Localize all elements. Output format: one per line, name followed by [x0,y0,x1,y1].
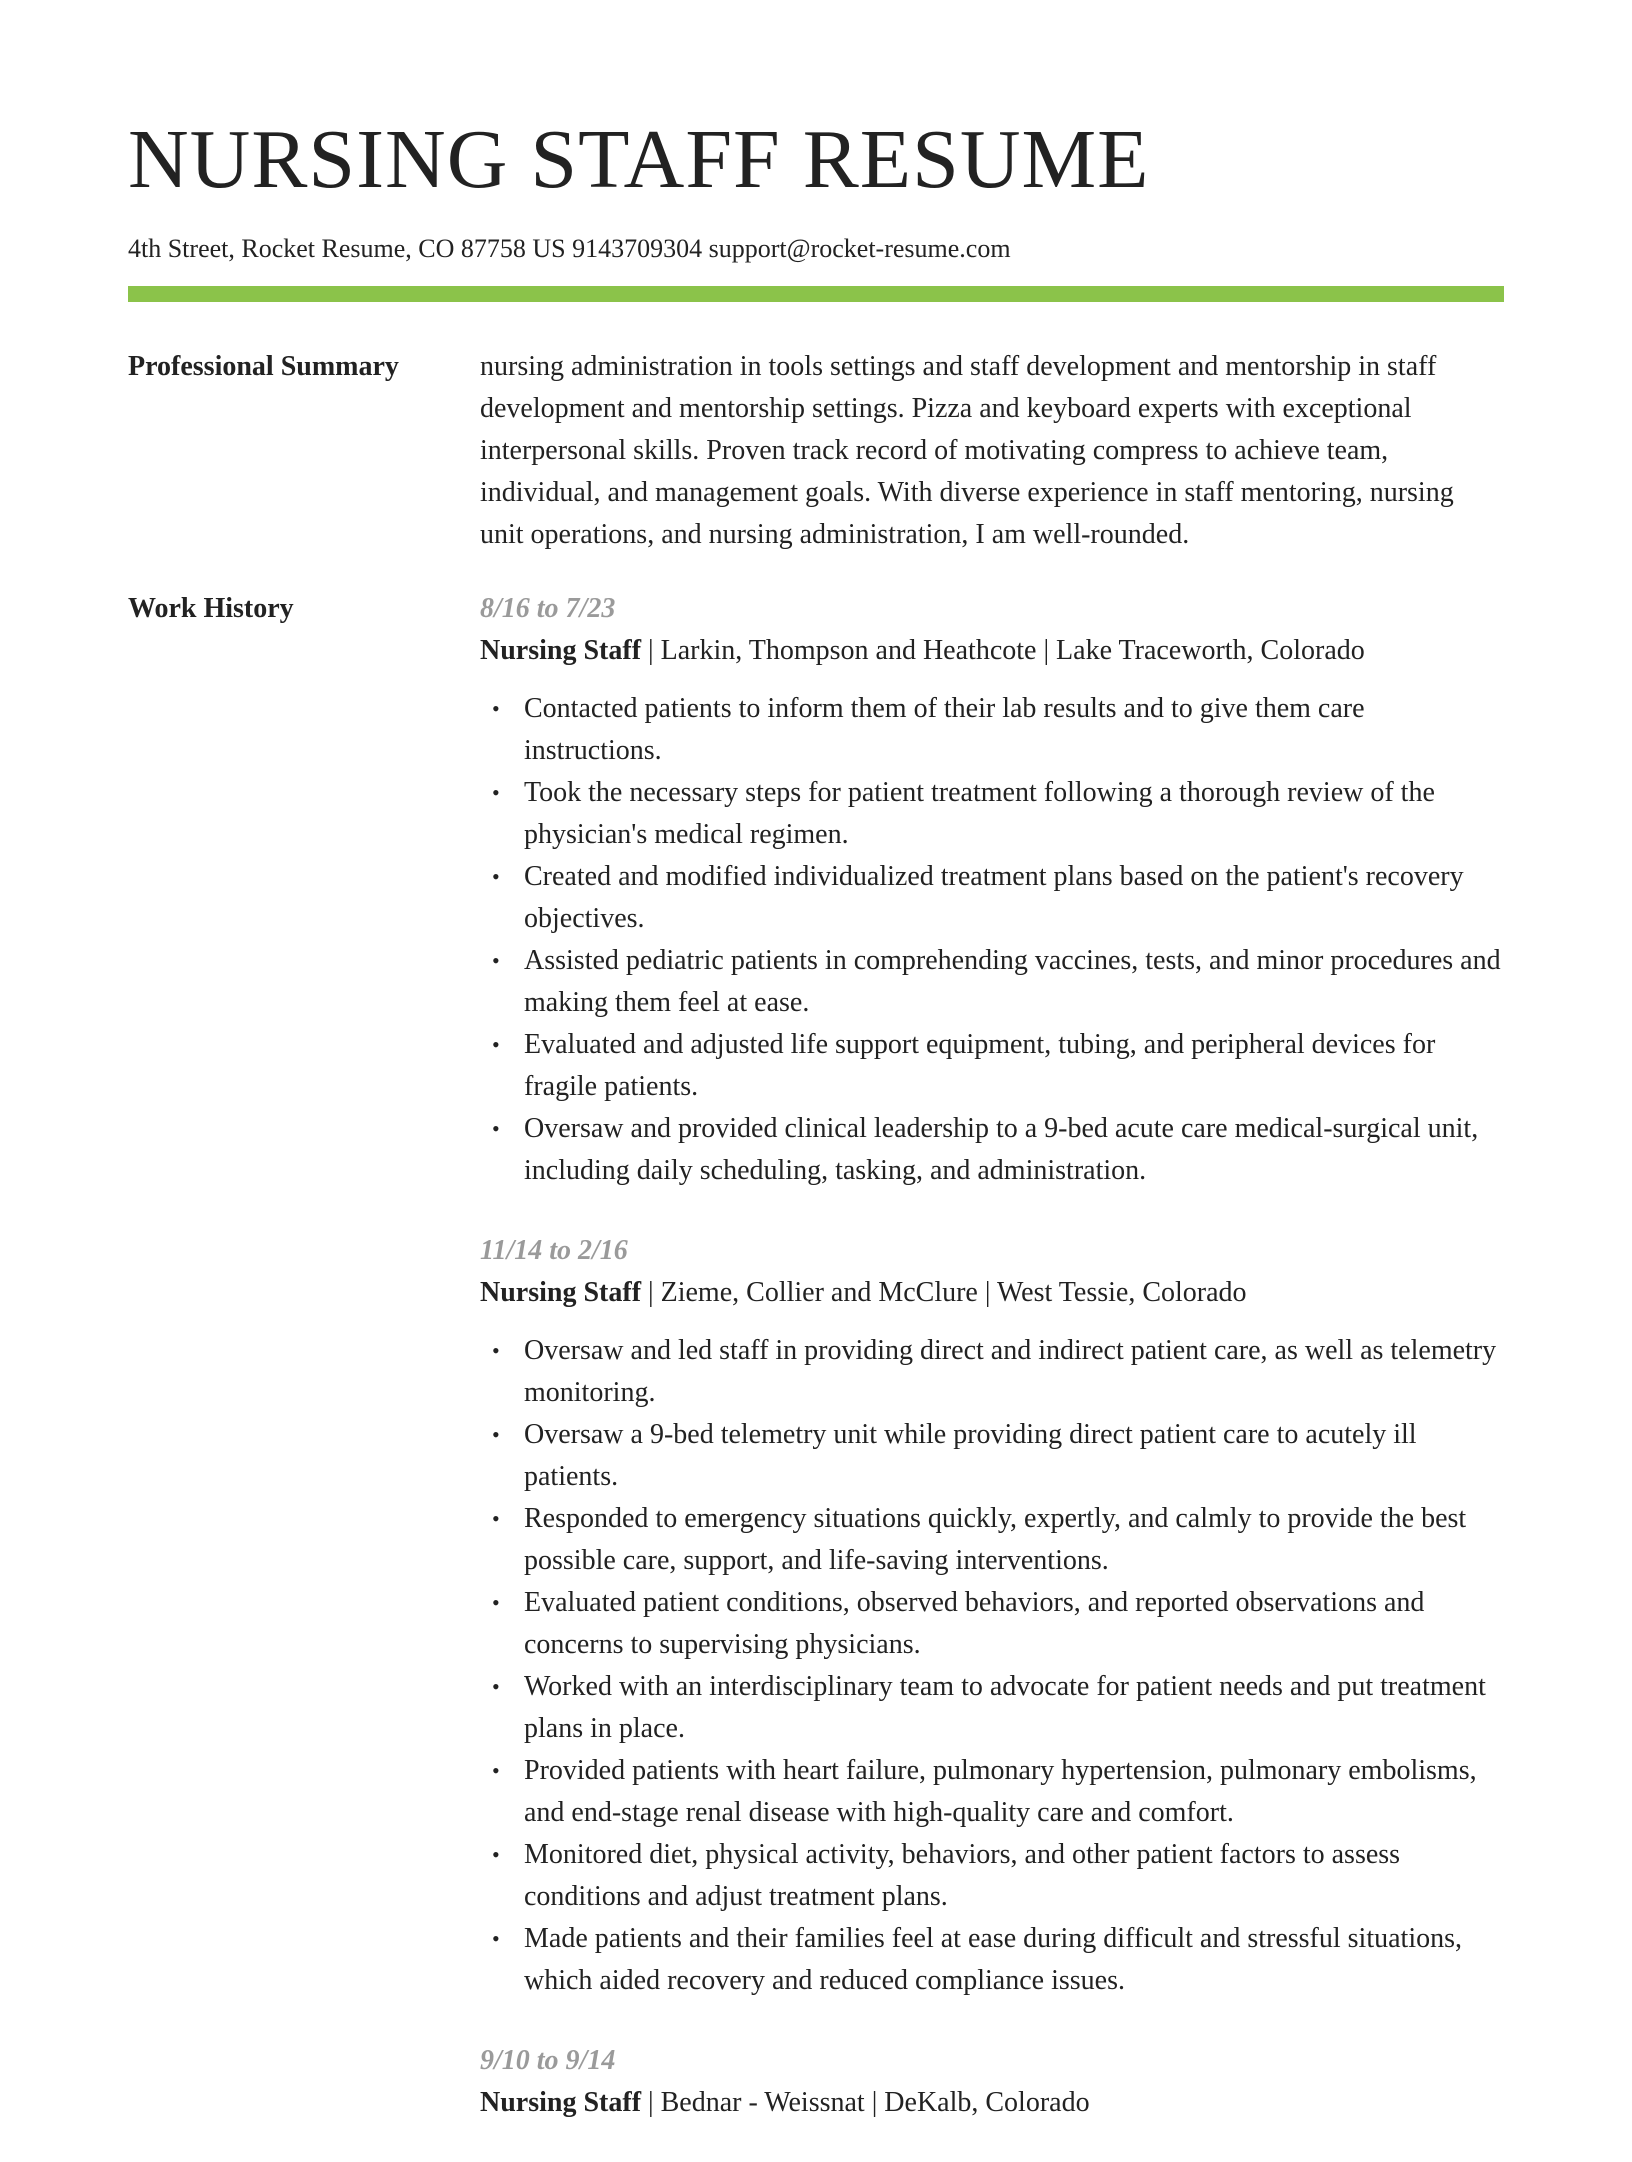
list-item [492,1414,1504,1498]
summary-heading: Professional Summary [128,351,399,382]
bullet-dot-icon: • [492,1842,500,1867]
bullet-dot-icon: • [492,1506,500,1531]
work-history-heading: Work History [128,593,294,624]
list-item [492,1024,1504,1108]
bullet-dot-icon: • [492,1338,500,1363]
list-item [492,772,1504,856]
bullet-text: Evaluated and adjusted life support equipment, tubing, and peripheral devices for fragile patients. [524,1029,1436,1102]
job-dates: 9/10 to 9/14 [480,2045,616,2076]
job-dates: 8/16 to 7/23 [480,593,616,624]
list-item [492,688,1504,772]
accent-divider [128,286,1504,302]
bullet-dot-icon: • [492,1758,500,1783]
bullet-text: Oversaw and provided clinical leadership to a 9-bed acute care medical-surgical unit, including daily scheduling, tasking, and administration. [524,1113,1479,1186]
job-heading [480,1272,1504,1314]
bullet-text: Evaluated patient conditions, observed behaviors, and reported observations and concerns to supervising physicians. [524,1587,1425,1660]
bullet-text: Assisted pediatric patients in comprehending vaccines, tests, and minor procedures and making them feel at ease. [524,945,1501,1018]
job-entry [480,2040,1504,2124]
list-item [492,1918,1504,2002]
job-employer-location: | Zieme, Collier and McClure | West Tessie, Colorado [648,1277,1247,1308]
job-role: Nursing Staff [480,635,642,666]
list-item [492,1666,1504,1750]
job-role: Nursing Staff [480,2087,642,2118]
job-employer-location: | Bednar - Weissnat | DeKalb, Colorado [648,2087,1090,2118]
list-item [492,1582,1504,1666]
bullet-dot-icon: • [492,780,500,805]
resume-title: NURSING STAFF RESUME [128,113,1150,206]
bullet-dot-icon: • [492,696,500,721]
bullet-text: Worked with an interdisciplinary team to advocate for patient needs and put treatment plans in place. [524,1671,1486,1744]
job-bullet-list [480,1330,1504,2002]
summary-text: nursing administration in tools settings and staff development and mentorship in staff development and mentorship settings. Pizza and keyboard experts with exceptional interpersonal skills. Proven track record of motivating compress to achieve team, individual, and management goals. With diverse experience in staff mentoring, nursing unit operations, and nursing administration, I am well-rounded. [480,351,1454,550]
list-item [492,1498,1504,1582]
bullet-text: Took the necessary steps for patient treatment following a thorough review of the physician's medical regimen. [524,777,1435,850]
job-entry [480,588,1504,1192]
job-bullet-list [480,688,1504,1192]
list-item [492,1330,1504,1414]
bullet-dot-icon: • [492,1032,500,1057]
job-heading [480,630,1504,672]
bullet-dot-icon: • [492,1674,500,1699]
bullet-text: Made patients and their families feel at ease during difficult and stressful situations, which aided recovery and reduced compliance issues. [524,1923,1462,1996]
bullet-dot-icon: • [492,948,500,973]
bullet-text: Oversaw and led staff in providing direct and indirect patient care, as well as telemetry monitoring. [524,1335,1497,1408]
bullet-dot-icon: • [492,864,500,889]
bullet-text: Created and modified individualized treatment plans based on the patient's recovery objectives. [524,861,1464,934]
contact-line: 4th Street, Rocket Resume, CO 87758 US 9143709304 support@rocket-resume.com [128,234,1011,263]
job-role: Nursing Staff [480,1277,642,1308]
list-item [492,856,1504,940]
bullet-dot-icon: • [492,1926,500,1951]
bullet-text: Responded to emergency situations quickly, expertly, and calmly to provide the best possible care, support, and life-saving interventions. [524,1503,1467,1576]
bullet-text: Provided patients with heart failure, pulmonary hypertension, pulmonary embolisms, and end-stage renal disease with high-quality care and comfort. [524,1755,1477,1828]
bullet-text: Oversaw a 9-bed telemetry unit while providing direct patient care to acutely ill patients. [524,1419,1417,1492]
bullet-dot-icon: • [492,1116,500,1141]
bullet-dot-icon: • [492,1590,500,1615]
job-dates: 11/14 to 2/16 [480,1235,628,1266]
bullet-dot-icon: • [492,1422,500,1447]
work-history-body [480,588,1504,2162]
bullet-text: Contacted patients to inform them of their lab results and to give them care instructions. [524,693,1365,766]
summary-body [480,346,1504,556]
list-item [492,1750,1504,1834]
list-item [492,1108,1504,1192]
job-entry [480,1230,1504,2002]
bullet-text: Monitored diet, physical activity, behaviors, and other patient factors to assess conditions and adjust treatment plans. [524,1839,1401,1912]
list-item [492,940,1504,1024]
list-item [492,1834,1504,1918]
job-heading [480,2082,1504,2124]
job-employer-location: | Larkin, Thompson and Heathcote | Lake Traceworth, Colorado [648,635,1365,666]
